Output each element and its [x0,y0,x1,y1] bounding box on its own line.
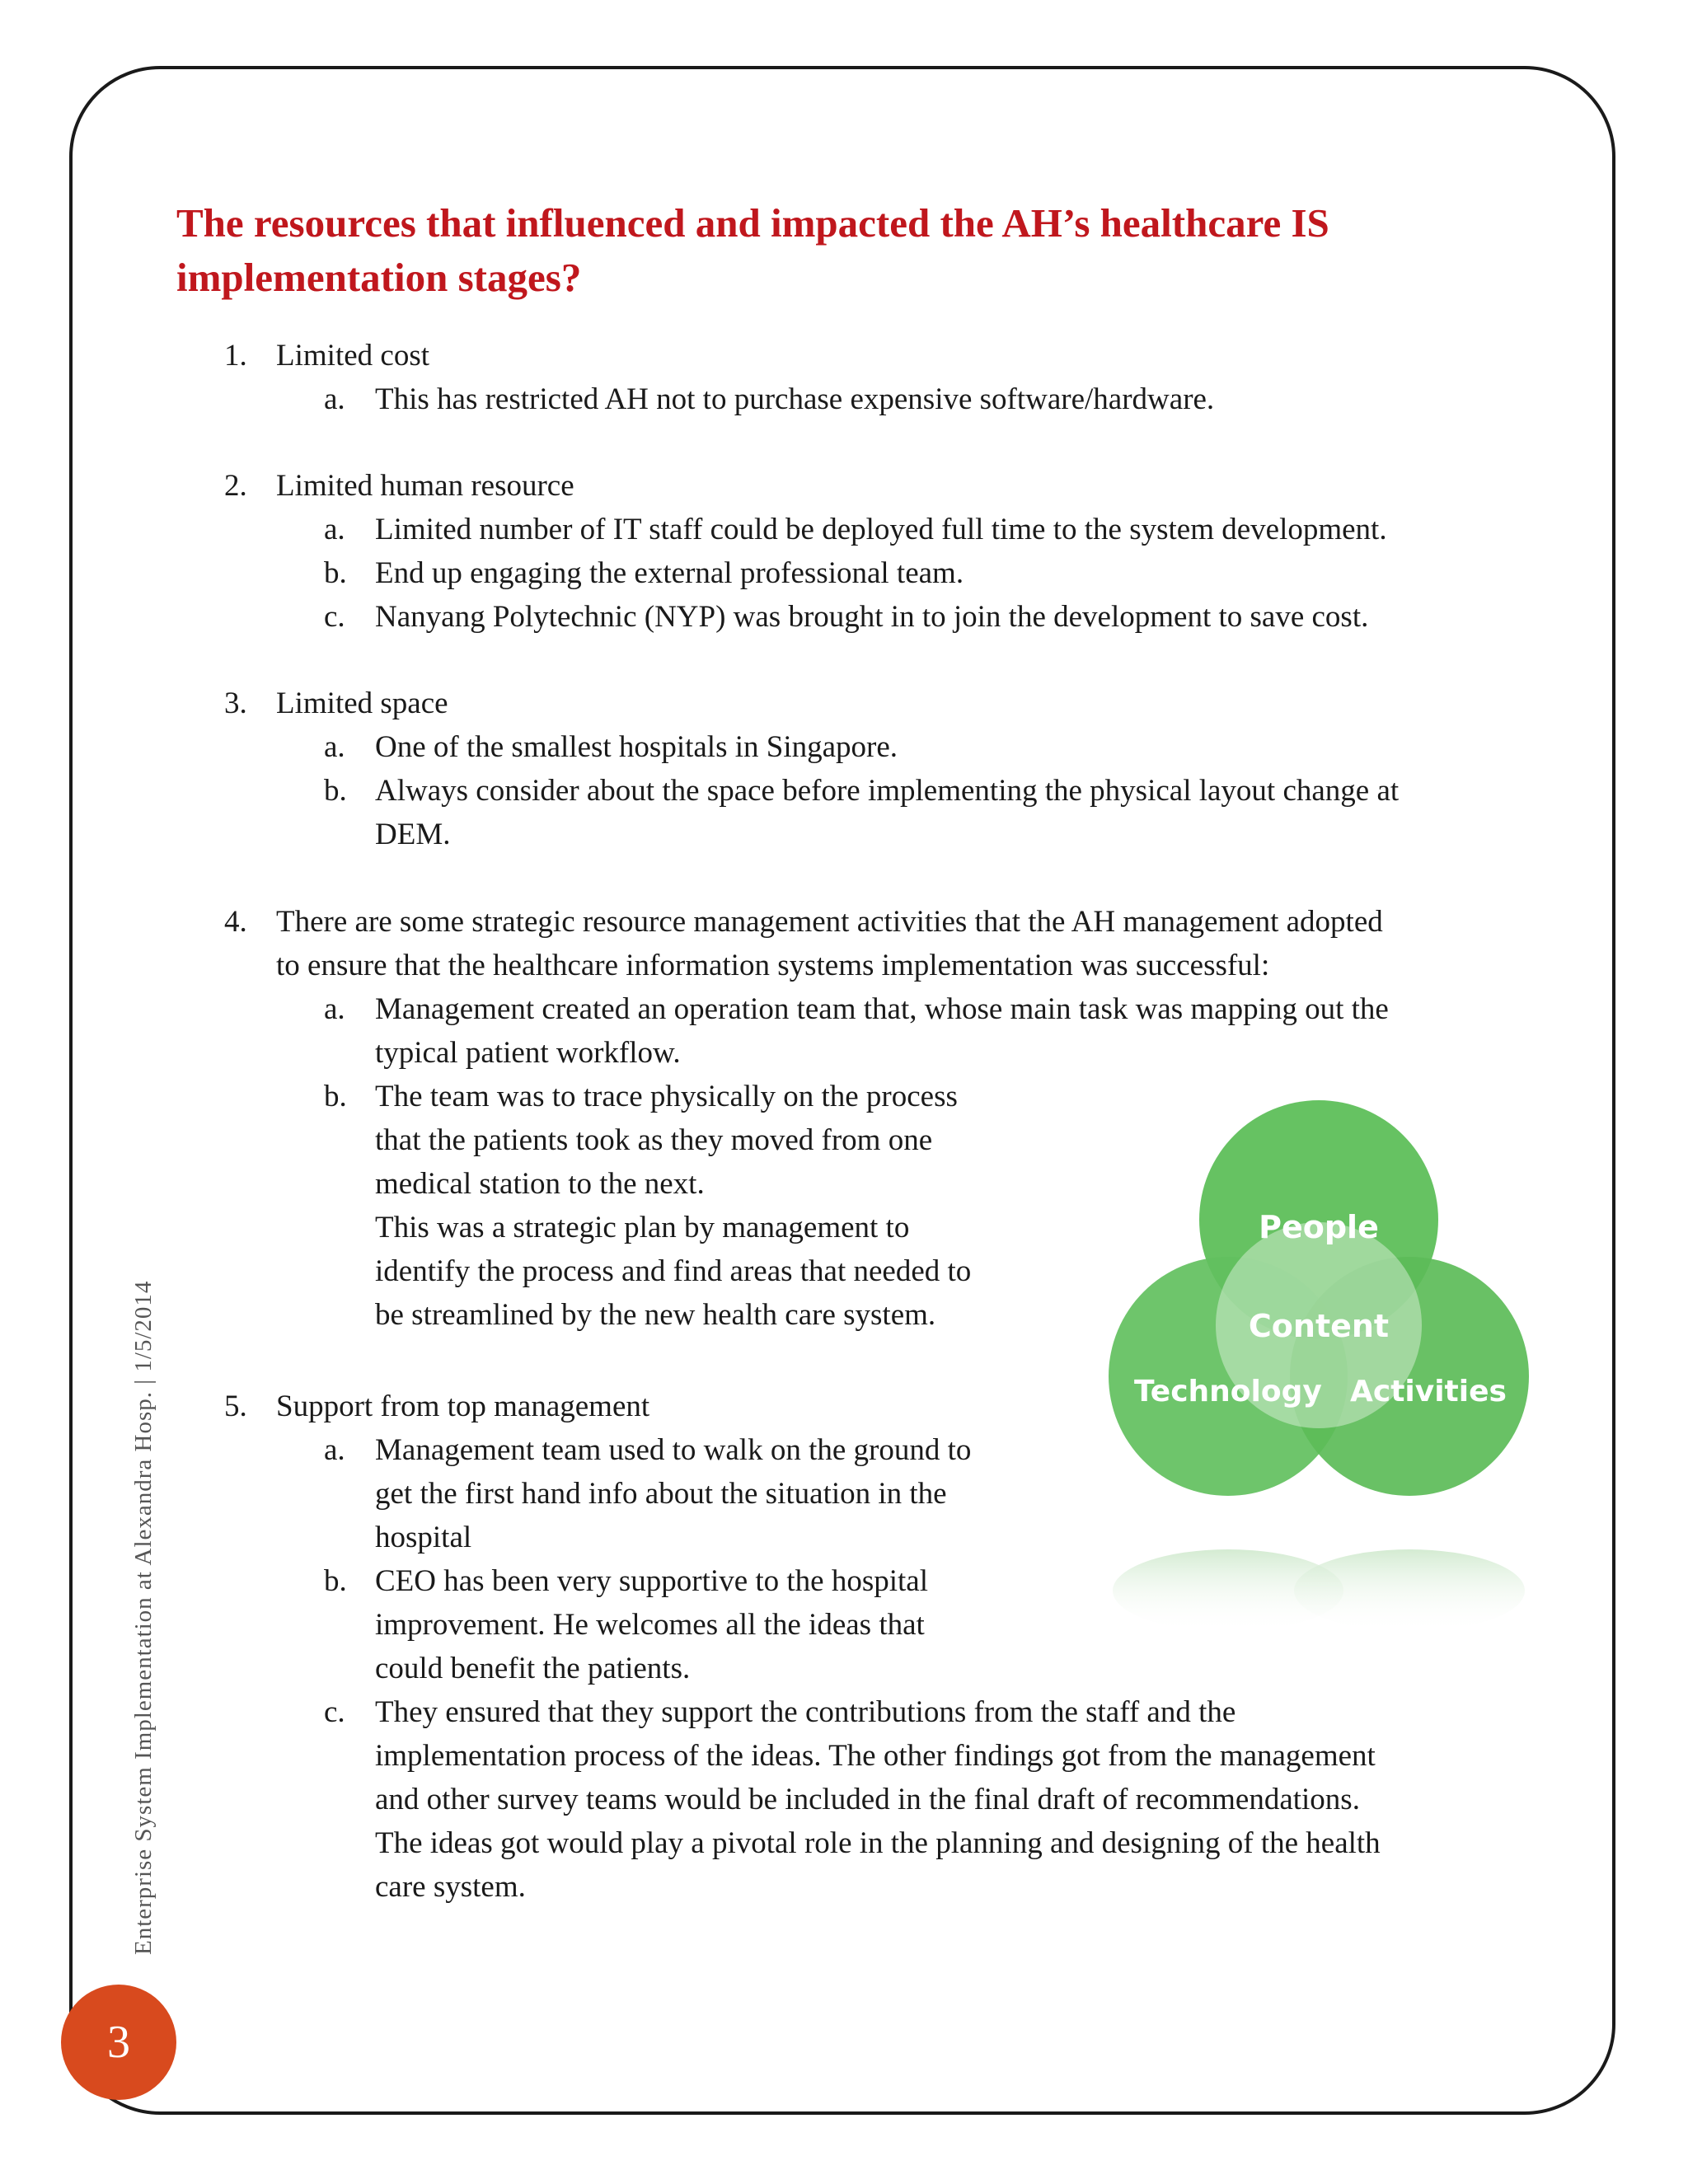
sub-item-text: get the first hand info about the situation in the [375,1477,947,1511]
title-line-2: implementation stages? [176,255,582,300]
title-line-1: The resources that influenced and impacted the AH’s healthcare IS [176,200,1329,246]
sub-item-letter: c. [324,600,345,634]
sub-item-text: End up engaging the external professional team. [375,556,964,590]
sub-item-text: Nanyang Polytechnic (NYP) was brought in to join the development to save cost. [375,600,1369,634]
page-number-badge: 3 [61,1985,176,2100]
sub-item-text: CEO has been very supportive to the hospital [375,1564,929,1598]
venn-label-activities: Activities [1350,1375,1507,1408]
sub-item-letter: b. [324,774,347,808]
sub-item-text: Always consider about the space before implementing the physical layout change at [375,774,1400,808]
sub-item-letter: a. [324,513,345,546]
sub-item-text: The ideas got would play a pivotal role in the planning and designing of the health [375,1826,1381,1860]
sub-item-letter: b. [324,556,347,590]
list-item-number: 5. [224,1390,247,1423]
list-item-number: 2. [224,469,247,503]
sub-item-letter: a. [324,730,345,764]
sub-item-text: could benefit the patients. [375,1652,691,1685]
sub-item-text: improvement. He welcomes all the ideas that [375,1608,925,1642]
page-title [176,196,1495,305]
sub-item-text: The team was to trace physically on the process [375,1080,958,1113]
sub-item-text: and other survey teams would be included in the final draft of recommendations. [375,1783,1360,1816]
footer-sidebar-text: Enterprise System Implementation at Alexandra Hosp. | 1/5/2014 [130,1280,157,1955]
venn-label-technology: Technology [1134,1375,1322,1408]
list-item-number: 1. [224,339,247,373]
list-item-number: 4. [224,905,247,939]
sub-item-text: Management team used to walk on the ground to [375,1433,972,1467]
sub-item-text: hospital [375,1521,472,1554]
sub-item-text: implementation process of the ideas. The other findings got from the management [375,1739,1376,1773]
list-item-number: 3. [224,687,247,720]
sub-item-text: One of the smallest hospitals in Singapore. [375,730,898,764]
sub-item-letter: a. [324,992,345,1026]
list-item-text: Limited cost [276,339,429,373]
sub-item-text: identify the process and find areas that needed to [375,1254,972,1288]
venn-label-people: People [1259,1209,1379,1245]
venn-label-content: Content [1248,1308,1390,1344]
sub-item-text: medical station to the next. [375,1167,705,1201]
venn-reflection-right [1294,1549,1525,1632]
sub-item-text: that the patients took as they moved from one [375,1123,933,1157]
sub-item-letter: b. [324,1080,347,1113]
sub-item-text: be streamlined by the new health care system. [375,1298,936,1332]
sub-item-text: They ensured that they support the contributions from the staff and the [375,1695,1236,1729]
venn-diagram [1047,1096,1591,1632]
sub-item-letter: a. [324,1433,345,1467]
list-item-text: Limited space [276,687,448,720]
sub-item-letter: b. [324,1564,347,1598]
sub-item-text: Management created an operation team that, whose main task was mapping out the [375,992,1389,1026]
sub-item-text: DEM. [375,818,451,851]
sub-item-text: Limited number of IT staff could be deployed full time to the system development. [375,513,1387,546]
sub-item-letter: c. [324,1695,345,1729]
sub-item-text: This has restricted AH not to purchase expensive software/hardware. [375,382,1215,416]
sub-item-text: This was a strategic plan by management to [375,1211,910,1244]
list-item-text: Limited human resource [276,469,574,503]
list-item-text: Support from top management [276,1390,650,1423]
sub-item-letter: a. [324,382,345,416]
list-item-text: There are some strategic resource management activities that the AH management adopted [276,905,1383,939]
sub-item-text: typical patient workflow. [375,1036,681,1070]
sub-item-text: care system. [375,1870,526,1904]
list-item-text: to ensure that the healthcare information systems implementation was successful: [276,949,1270,982]
